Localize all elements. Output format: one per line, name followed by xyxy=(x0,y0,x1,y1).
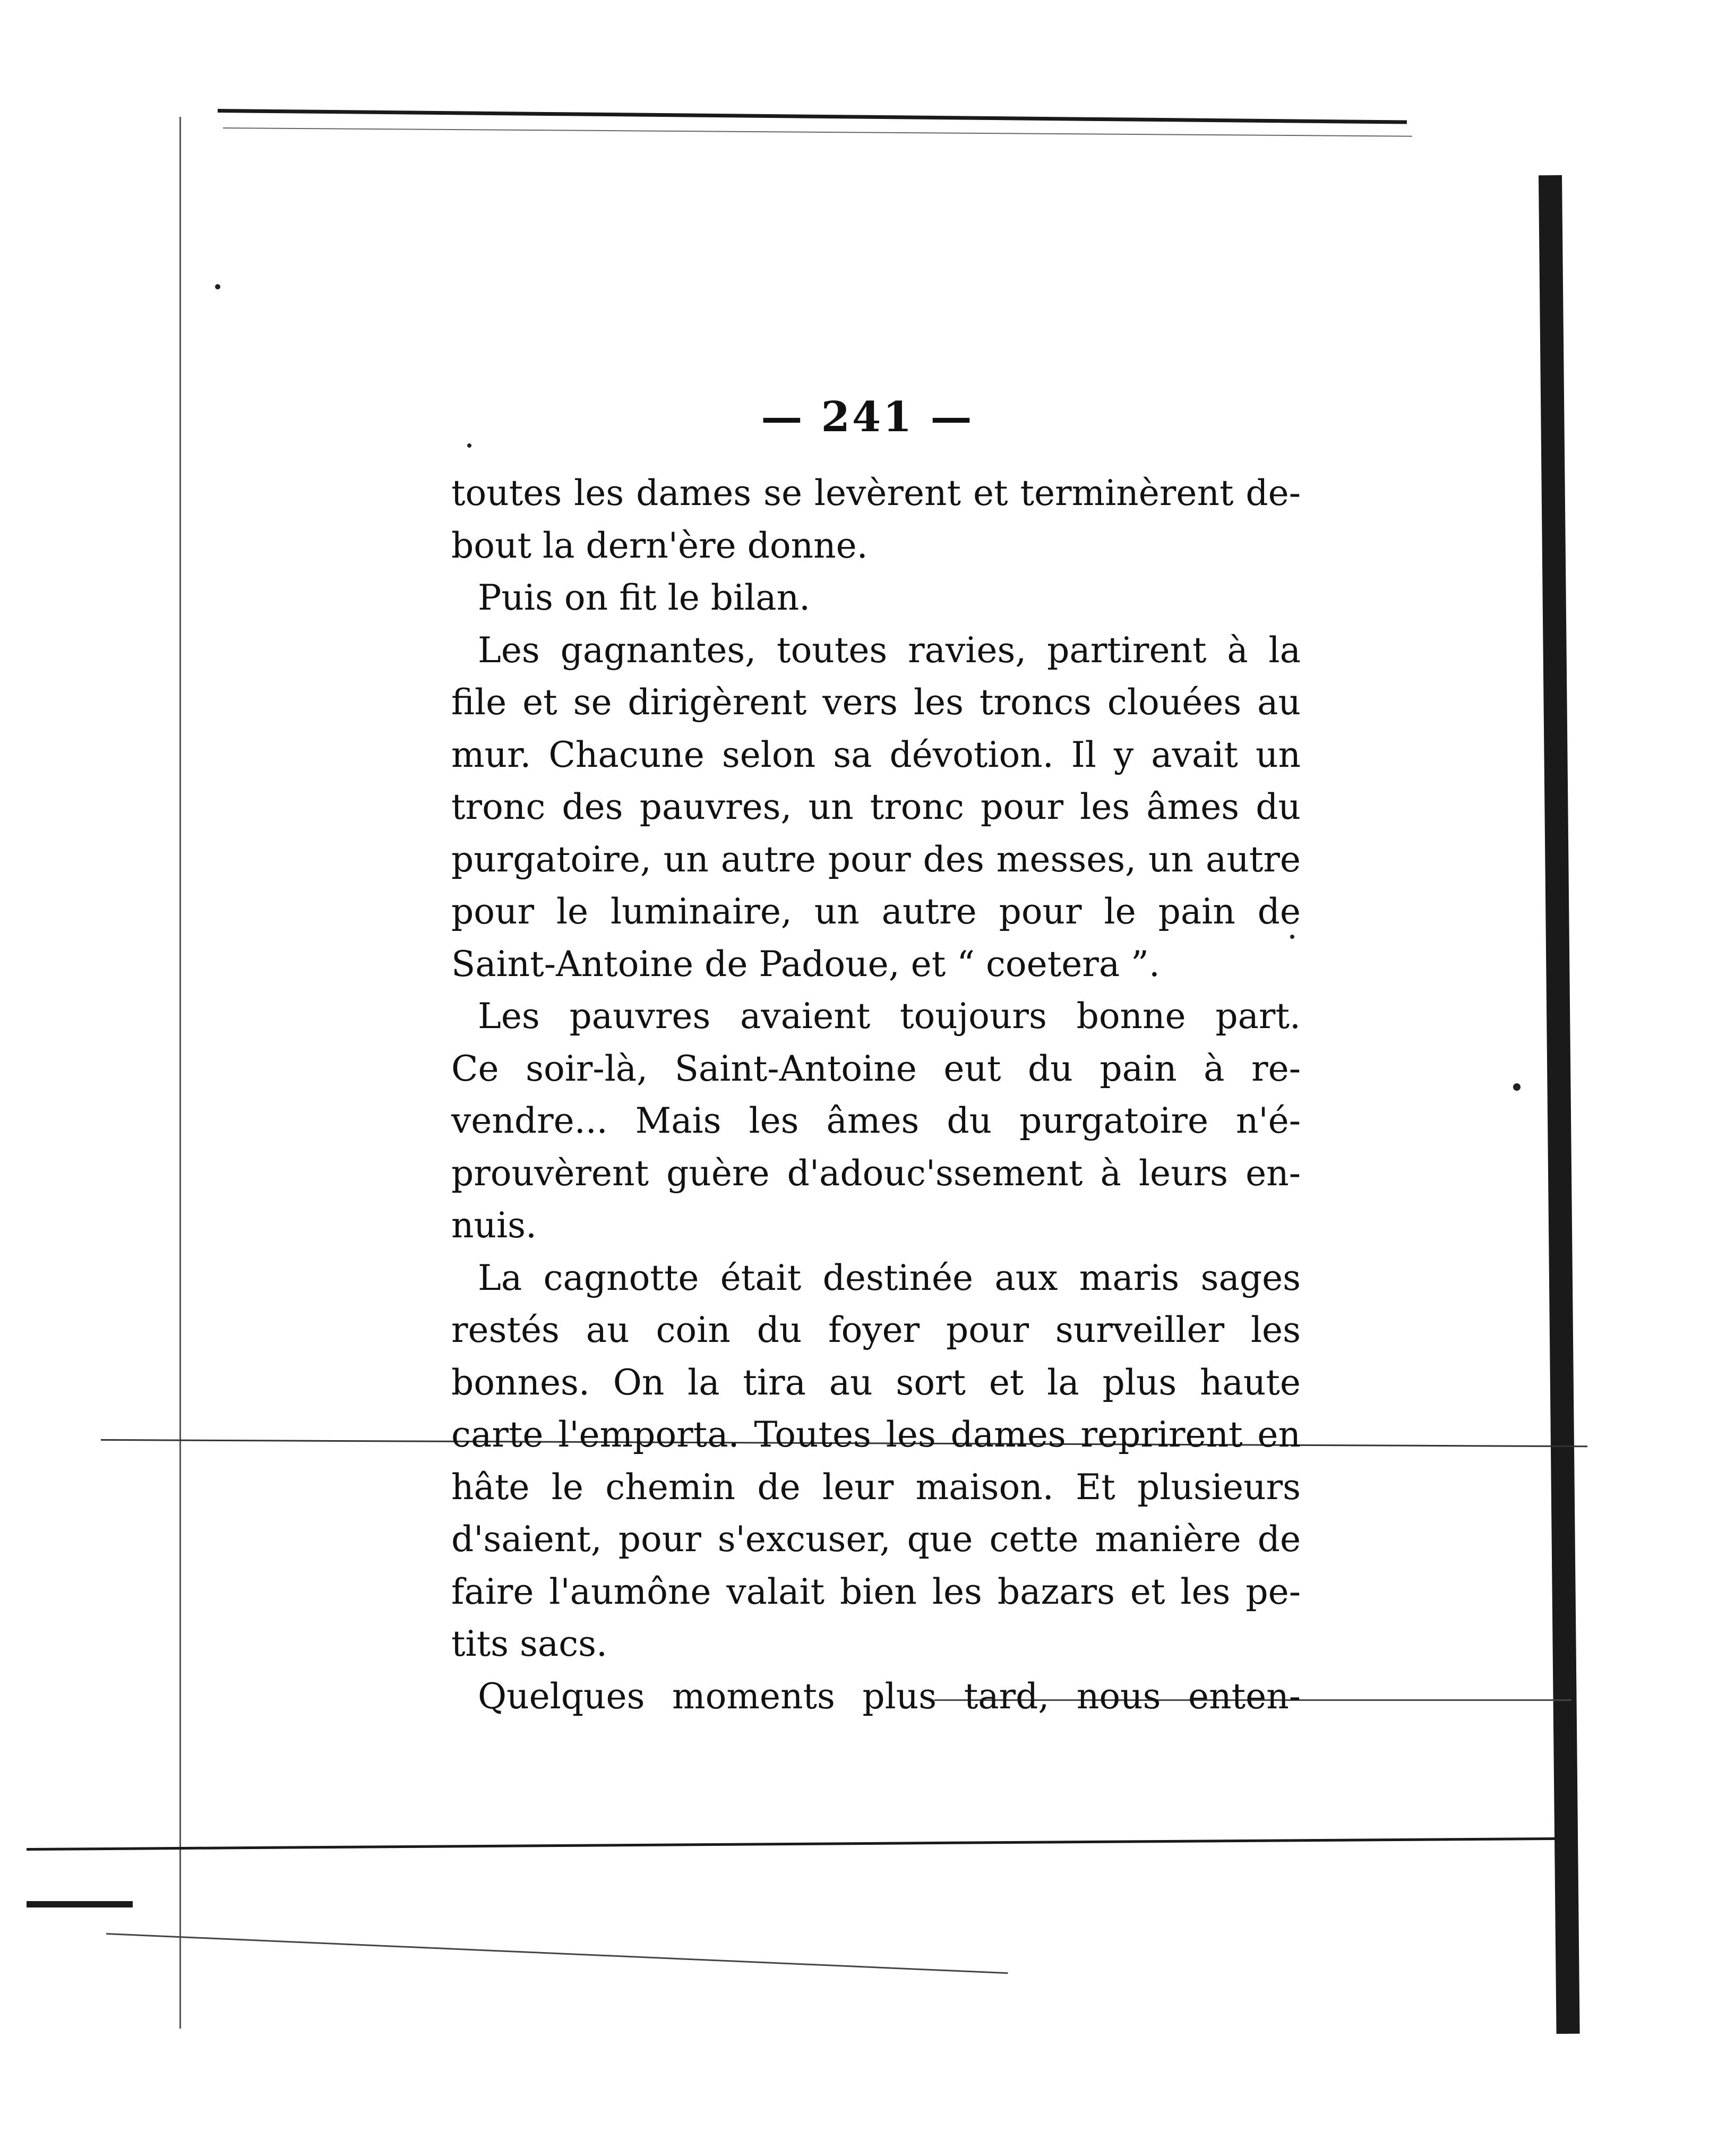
speck-mark xyxy=(215,284,220,289)
text-line: d'saient, pour s'excuser, que cette manière de xyxy=(451,1519,1301,1560)
scan-line-top xyxy=(218,109,1407,124)
text-line: bonnes. On la tira au sort et la plus haute xyxy=(451,1362,1301,1403)
text-line: La cagnotte était destinée aux maris sages xyxy=(478,1257,1301,1298)
speck-mark xyxy=(1513,1083,1521,1091)
text-line: bout la dern'ère donne. xyxy=(451,525,868,566)
speck-mark xyxy=(467,443,471,448)
text-line: Les pauvres avaient toujours bonne part. xyxy=(478,996,1301,1037)
scan-line-top-2 xyxy=(223,127,1412,137)
text-line: prouvèrent guère d'adouc'ssement à leurs en- xyxy=(451,1152,1301,1194)
text-line: nuis. xyxy=(451,1205,537,1246)
page-number: — 241 — xyxy=(761,393,974,441)
text-line: faire l'aumône valait bien les bazars et les pe- xyxy=(451,1571,1301,1612)
scan-line-bottom-3 xyxy=(106,1933,1008,1974)
text-line: file et se dirigèrent vers les troncs clouées au xyxy=(451,682,1301,723)
text-line: purgatoire, un autre pour des messes, un autre xyxy=(451,839,1301,880)
text-line: Ce soir-là, Saint-Antoine eut du pain à re- xyxy=(451,1048,1301,1089)
text-line: carte l'emporta. Toutes les dames reprirent en xyxy=(451,1414,1301,1455)
text-line: Puis on fit le bilan. xyxy=(478,577,811,618)
text-line: Saint-Antoine de Padoue, et “ coetera ”. xyxy=(451,943,1160,985)
text-line: tronc des pauvres, un tronc pour les âmes du xyxy=(451,786,1301,827)
text-line: restés au coin du foyer pour surveiller les xyxy=(451,1310,1301,1350)
text-line: hâte le chemin de leur maison. Et plusieurs xyxy=(451,1466,1301,1508)
text-line: mur. Chacune selon sa dévotion. Il y avait un xyxy=(451,734,1301,775)
scan-line-right-bar xyxy=(1539,175,1580,2034)
text-line: Les gagnantes, toutes ravies, partirent à la xyxy=(478,629,1301,671)
text-line: tits sacs. xyxy=(451,1623,608,1664)
scan-line-bottom xyxy=(27,1837,1556,1851)
text-line: pour le luminaire, un autre pour le pain de xyxy=(451,891,1301,932)
body-text xyxy=(451,467,1301,1723)
text-line: vendre... Mais les âmes du purgatoire n'é- xyxy=(451,1100,1301,1141)
scan-line-bottom-2 xyxy=(27,1901,133,1907)
text-line: toutes les dames se levèrent et terminèrent de- xyxy=(451,473,1301,514)
text-line: Quelques moments plus tard, nous enten- xyxy=(478,1675,1301,1717)
